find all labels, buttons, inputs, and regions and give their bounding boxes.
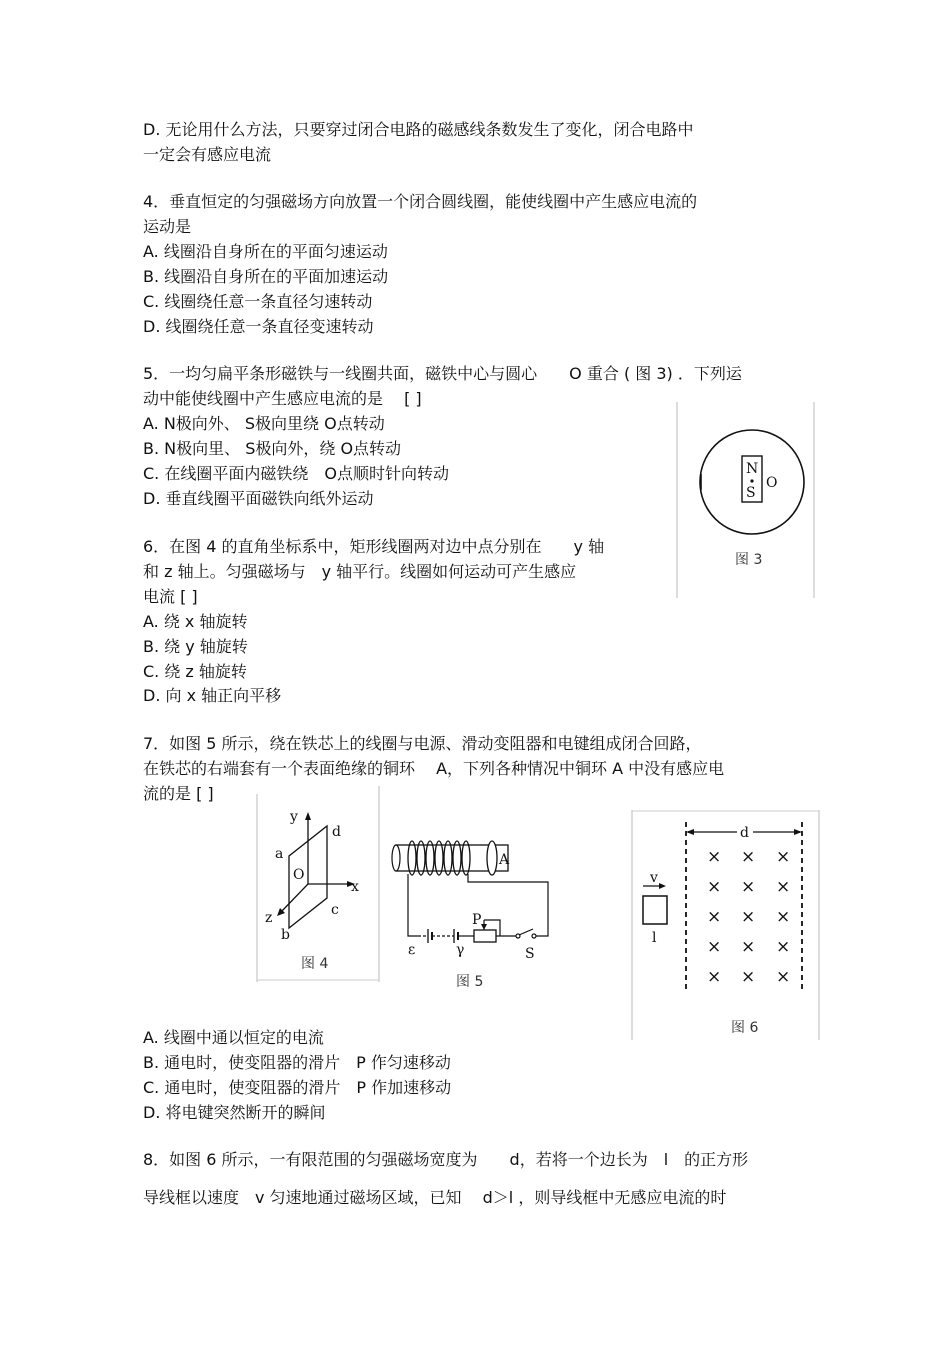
field-cross: × (741, 967, 756, 987)
q7-option-d: D. 将电键突然断开的瞬间 (143, 1103, 326, 1122)
q4-option-b: B. 线圈沿自身所在的平面加速运动 (143, 267, 389, 286)
field-cross: × (776, 847, 791, 867)
magnet-n-label: N (746, 461, 759, 477)
q4-stem-line1: 4．垂直恒定的匀强磁场方向放置一个闭合圆线圈，能使线圈中产生感应电流的 (143, 192, 698, 211)
field-cross: × (707, 967, 722, 987)
q7-option-a: A. 线圈中通以恒定的电流 (143, 1028, 324, 1047)
field-cross: × (776, 967, 791, 987)
emf-label: ε (408, 942, 416, 958)
figure-4-caption: 图 4 (301, 956, 329, 972)
q5-option-d: D. 垂直线圈平面磁铁向纸外运动 (143, 489, 374, 508)
internal-r-label: γ (456, 942, 465, 958)
figure-3-caption: 图 3 (735, 552, 763, 568)
corner-a-label: a (275, 846, 284, 862)
figure-6 (631, 810, 821, 1040)
origin-label: O (293, 867, 305, 883)
q7-stem-line3: 流的是 [ ] (143, 784, 214, 803)
figure-5 (388, 828, 563, 993)
field-cross: × (776, 937, 791, 957)
magnetic-field (707, 847, 790, 987)
field-cross: × (741, 847, 756, 867)
q6-stem-line2: 和 z 轴上。匀强磁场与 y 轴平行。线圈如何运动可产生感应 (143, 562, 577, 581)
field-cross: × (776, 877, 791, 897)
q6-stem-line3: 电流 [ ] (143, 587, 198, 606)
field-cross: × (707, 907, 722, 927)
q5-option-a: A. N极向外、 S极向里绕 O点转动 (143, 414, 385, 433)
q6-option-d: D. 向 x 轴正向平移 (143, 686, 282, 705)
q5-stem-line2: 动中能使线圈中产生感应电流的是 [ ] (143, 389, 422, 408)
figure-3 (665, 398, 817, 598)
q3-option-d-line2: 一定会有感应电流 (143, 145, 272, 164)
field-cross: × (776, 907, 791, 927)
switch-s-label: S (525, 946, 535, 962)
q7-stem-line2: 在铁芯的右端套有一个表面绝缘的铜环 A，下列各种情况中铜环 A 中没有感应电 (143, 759, 725, 778)
slider-p-label: P (472, 912, 482, 928)
q8-stem-line2: 导线框以速度 v 匀速地通过磁场区域，已知 d＞l ，则导线框中无感应电流的时 (143, 1188, 727, 1207)
switch-s (519, 929, 533, 935)
y-axis-label: y (290, 809, 298, 825)
ring-a-label: A (499, 852, 510, 868)
q7-option-b: B. 通电时，使变阻器的滑片 P 作匀速移动 (143, 1053, 451, 1072)
q5-option-c: C. 在线圈平面内磁铁绕 O点顺时针向转动 (143, 464, 449, 483)
velocity-v-label: v (650, 870, 658, 886)
q4-option-d: D. 线圈绕任意一条直径变速转动 (143, 317, 374, 336)
field-cross: × (741, 937, 756, 957)
q4-stem-line2: 运动是 (143, 217, 192, 236)
q8-stem-line1: 8．如图 6 所示，一有限范围的匀强磁场宽度为 d，若将一个边长为 l 的正方形 (143, 1150, 749, 1169)
corner-b-label: b (281, 927, 290, 943)
q7-option-c: C. 通电时，使变阻器的滑片 P 作加速移动 (143, 1078, 452, 1097)
rheostat (474, 930, 496, 942)
q3-option-d-line1: D. 无论用什么方法，只要穿过闭合电路的磁感线条数发生了变化，闭合电路中 (143, 120, 694, 139)
q6-option-b: B. 绕 y 轴旋转 (143, 637, 248, 656)
q5-stem-line1: 5．一均匀扁平条形磁铁与一线圈共面，磁铁中心与圆心 O 重合 ( 图 3) ．下列运 (143, 364, 742, 383)
q7-stem-line1: 7．如图 5 所示，绕在铁芯上的线圈与电源、滑动变阻器和电键组成闭合回路， (143, 734, 702, 753)
field-cross: × (707, 877, 722, 897)
side-l-label: l (652, 930, 657, 946)
figure-4 (245, 786, 383, 982)
figure-6-caption: 图 6 (731, 1020, 759, 1036)
square-frame (643, 896, 667, 924)
magnet-s-label: S (746, 485, 756, 501)
slider-p (481, 924, 487, 930)
field-cross: × (741, 877, 756, 897)
q6-stem-line1: 6．在图 4 的直角坐标系中，矩形线圈两对边中点分别在 y 轴 (143, 537, 605, 556)
q6-option-c: C. 绕 z 轴旋转 (143, 662, 247, 681)
z-axis-label: z (265, 910, 273, 926)
x-axis-label: x (351, 879, 359, 895)
q4-option-c: C. 线圈绕任意一条直径匀速转动 (143, 292, 373, 311)
q5-option-b: B. N极向里、 S极向外，绕 O点转动 (143, 439, 402, 458)
q4-option-a: A. 线圈沿自身所在的平面匀速运动 (143, 242, 388, 261)
field-cross: × (707, 847, 722, 867)
field-cross: × (741, 907, 756, 927)
width-d-label: d (740, 825, 749, 841)
z-axis (281, 884, 308, 912)
figure-5-caption: 图 5 (456, 974, 484, 990)
q6-option-a: A. 绕 x 轴旋转 (143, 612, 248, 631)
center-o-label: O (766, 475, 778, 491)
field-cross: × (707, 937, 722, 957)
corner-d-label: d (332, 824, 341, 840)
copper-ring-a (487, 841, 497, 875)
corner-c-label: c (331, 902, 339, 918)
